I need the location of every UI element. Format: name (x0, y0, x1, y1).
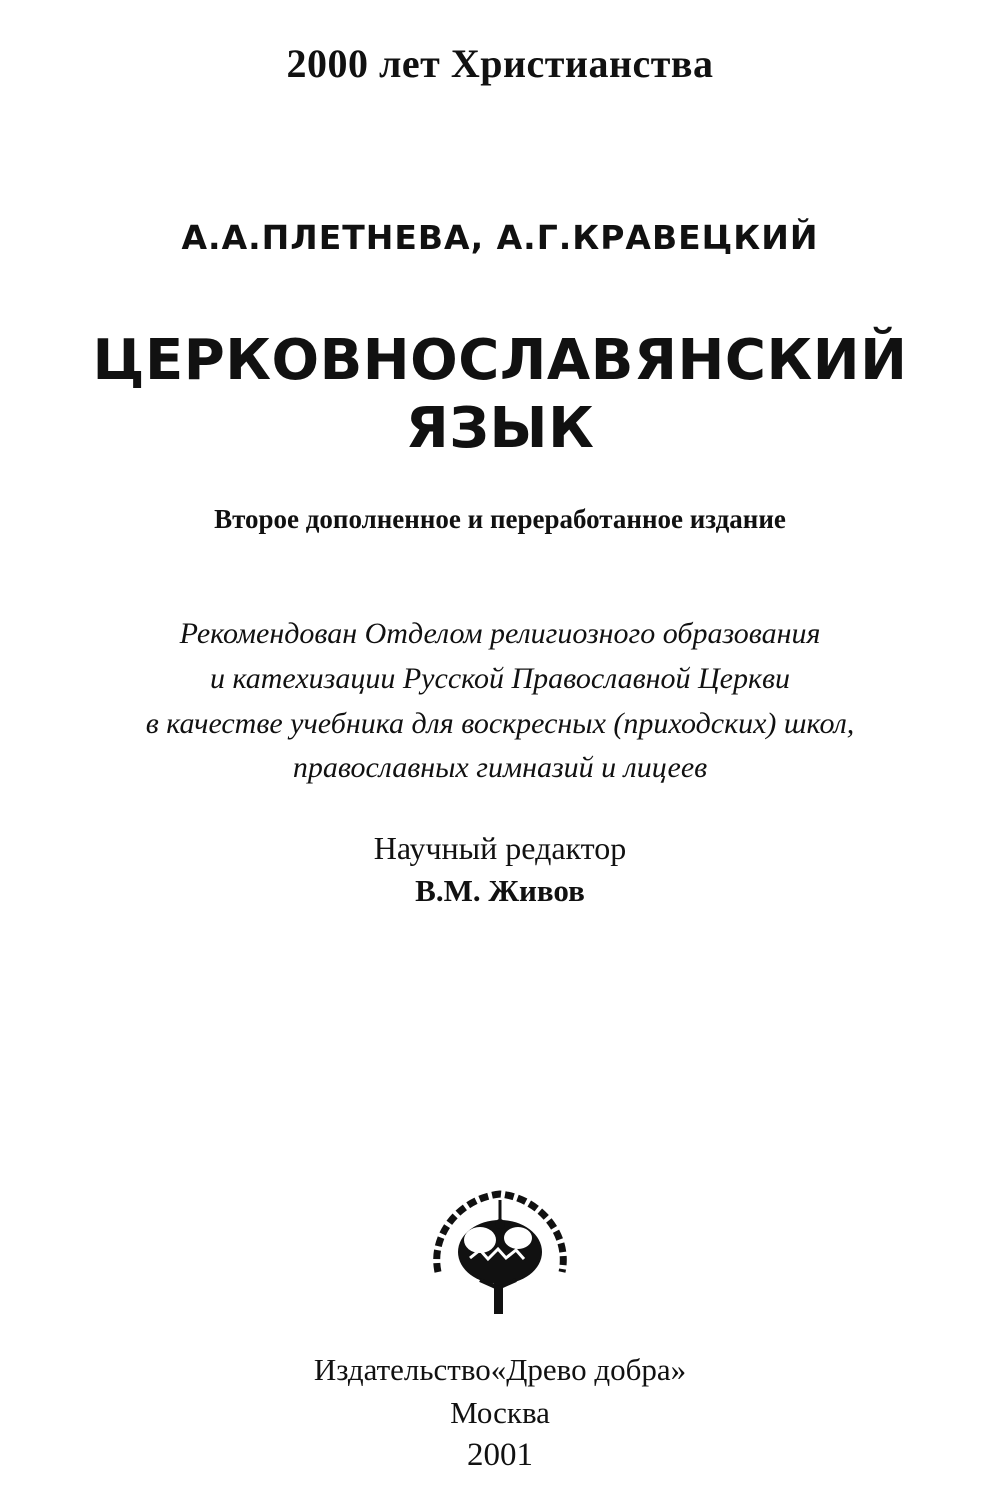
book-title-line-2: ЯЗЫК (405, 396, 595, 461)
recommendation-line-2: и катехизации Русской Православной Церкви (209, 662, 791, 695)
authors: А.А.ПЛЕТНЕВА, А.Г.КРАВЕЦКИЙ (181, 218, 819, 257)
editor-label: Научный редактор (373, 830, 627, 866)
recommendation-line-3: в качестве учебника для воскресных (приходских) школ, (145, 707, 855, 740)
editor-name: В.М. Живов (415, 873, 585, 908)
publisher-name: Издательство«Древо добра» (313, 1352, 687, 1387)
tree-logo-icon (420, 1180, 580, 1320)
publication-year: 2001 (467, 1437, 533, 1473)
recommendation-line-4: православных гимназий и лицеев (292, 751, 708, 784)
publisher-city: Москва (450, 1395, 550, 1430)
series-title: 2000 лет Христианства (286, 41, 714, 86)
recommendation-line-1: Рекомендован Отделом религиозного образования (179, 617, 821, 650)
edition-note: Второе дополненное и переработанное издание (214, 504, 786, 534)
book-title-line-1: ЦЕРКОВНОСЛАВЯНСКИЙ (92, 328, 908, 393)
